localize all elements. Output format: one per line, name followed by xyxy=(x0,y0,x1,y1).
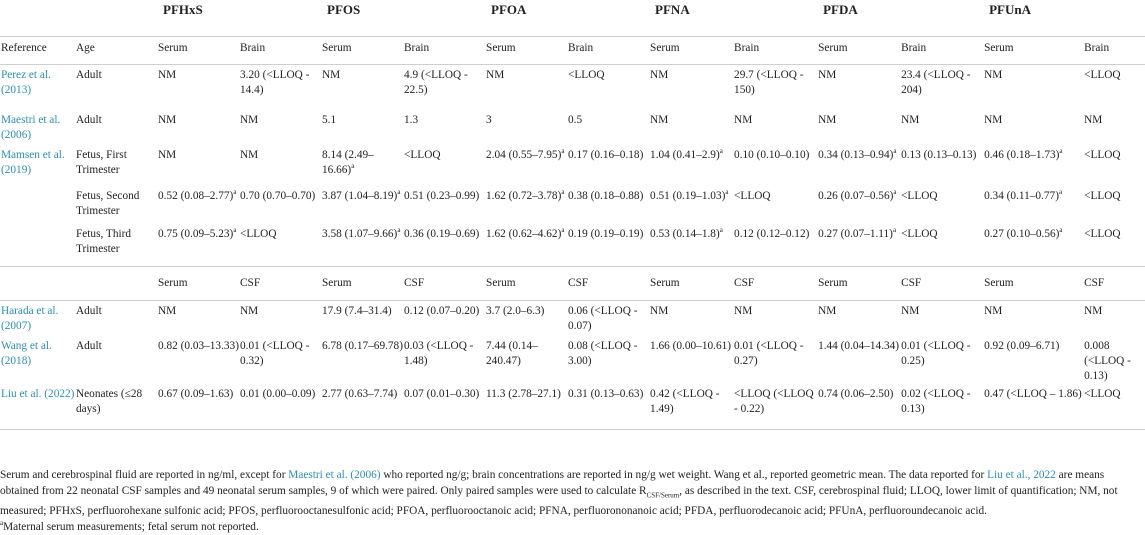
value-cell: 0.03 (<LLOQ - 1.48) xyxy=(404,340,474,367)
value-cell: <LLOQ xyxy=(1083,65,1145,111)
age-column-header: Age xyxy=(75,37,157,65)
value-cell: <LLOQ xyxy=(239,224,321,267)
value-cell: 0.12 (0.12–0.12) xyxy=(733,224,817,267)
age-cell: Neonates (≤28 days) xyxy=(75,384,157,430)
value-cell: NM xyxy=(649,65,733,111)
value-cell: NM xyxy=(983,301,1083,337)
matrix-column-header: Brain xyxy=(403,37,485,65)
value-cell: 7.44 (0.14–240.47) xyxy=(486,340,538,367)
compound-header: PFNA xyxy=(655,2,690,17)
matrix-column-header: Serum xyxy=(650,277,680,289)
value-cell: NM xyxy=(239,301,321,337)
value-cell: 0.34 $(0.13-0.94)^a$ xyxy=(818,147,897,161)
value-cell: <LLOQ xyxy=(404,149,441,161)
table-row xyxy=(0,65,1145,111)
empty-cell xyxy=(0,267,75,301)
maternal-serum-marker: a xyxy=(561,147,565,156)
footnote-text: Serum and cerebrospinal fluid are reported in ng/ml, except for xyxy=(0,469,289,481)
matrix-column-header: Serum xyxy=(486,277,516,289)
value-cell: 2.04 $(0.55-7.95)^a$ xyxy=(486,147,565,161)
citation-link[interactable]: Liu et al., 2022 xyxy=(987,469,1056,481)
matrix-column-header: CSF xyxy=(734,277,755,289)
footnote-paragraph xyxy=(0,467,1140,519)
value-cell: 3.20 (<LLOQ - 14.4) xyxy=(239,65,321,111)
value-cell: NM xyxy=(240,114,259,126)
value-cell: 3.58 $(1.07-9.66)^a$ xyxy=(321,224,403,267)
value-cell: NM xyxy=(1084,114,1103,126)
reference-cell xyxy=(0,186,75,224)
value-cell: 1.04 $(0.41-2.9)^a$ xyxy=(650,147,723,161)
matrix-column-header: Brain xyxy=(900,37,983,65)
value-cell: 0.008 (<LLOQ - 0.13) xyxy=(1084,340,1131,382)
value-cell: 3.87 $(1.04-8.19)^a$ xyxy=(322,188,401,202)
value-cell: 0.17 (0.16–0.18) xyxy=(568,149,644,161)
reference-cell[interactable]: Perez et al. (2013) xyxy=(0,65,75,111)
table-row xyxy=(0,336,1145,384)
value-cell: 0.51 $(0.19-1.03)^a$ xyxy=(650,188,729,202)
age-cell: Fetus, First Trimester xyxy=(76,149,127,176)
value-cell: 23.4 (<LLOQ - 204) xyxy=(900,65,983,111)
value-cell: 11.3 (2.78–27.1) xyxy=(485,384,567,430)
value-cell: 0.75 $(0.09-5.23)^a$ xyxy=(157,224,239,267)
maternal-serum-marker: a xyxy=(719,226,723,235)
value-cell: 0.67 (0.09–1.63) xyxy=(157,384,239,430)
value-cell: 0.07 (0.01–0.30) xyxy=(403,384,485,430)
matrix-column-header: Serum xyxy=(322,277,352,289)
table-row xyxy=(0,186,1145,224)
maternal-serum-marker: a xyxy=(351,162,355,171)
table-row xyxy=(0,145,1145,186)
matrix-column-header: Serum xyxy=(157,37,239,65)
note-text: Maternal serum measurements; fetal serum not reported. xyxy=(3,521,259,534)
value-cell: 0.01 (<LLOQ - 0.32) xyxy=(240,340,310,367)
compound-header: PFOA xyxy=(491,2,527,17)
value-cell: NM xyxy=(983,65,1083,111)
reference-cell[interactable]: Mamsen et al. (2019) xyxy=(1,149,65,176)
value-cell: 0.38 (0.18–0.88) xyxy=(568,190,644,202)
value-cell: 1.44 (0.04–14.34) xyxy=(818,340,900,352)
ratio-subscript: CSF/Serum xyxy=(646,491,680,500)
note-marker: a xyxy=(0,519,4,528)
matrix-column-header: Serum xyxy=(984,277,1014,289)
value-cell: NM xyxy=(984,114,1003,126)
matrix-column-header: CSF xyxy=(404,277,425,289)
value-cell: 0.47 (<LLOQ – 1.86) xyxy=(983,384,1083,430)
maternal-serum-marker: a xyxy=(893,147,897,156)
value-cell: NM xyxy=(240,149,259,161)
value-cell: NM xyxy=(901,114,920,126)
value-cell: 1.62 $(0.62-4.62)^a$ xyxy=(485,224,567,267)
value-cell: 0.74 (0.06–2.50) xyxy=(817,384,900,430)
value-cell: NM xyxy=(485,65,567,111)
value-cell: 6.78 (0.17–69.78) xyxy=(322,340,403,352)
maternal-serum-marker: a xyxy=(719,147,723,156)
value-cell: NM xyxy=(650,114,669,126)
value-cell: 0.52 $(0.08-2.77)^a$ xyxy=(158,188,237,202)
value-cell: 0.02 (<LLOQ - 0.13) xyxy=(900,384,983,430)
age-cell: Adult xyxy=(75,301,157,337)
maternal-serum-marker: a xyxy=(1059,147,1063,156)
value-cell: NM xyxy=(157,301,239,337)
value-cell: <LLOQ xyxy=(734,190,771,202)
matrix-column-header: Brain xyxy=(239,37,321,65)
value-cell: 0.36 (0.19–0.69) xyxy=(403,224,485,267)
value-cell: 3 xyxy=(486,114,492,126)
reference-column-header: Reference xyxy=(0,37,75,65)
citation-link[interactable]: Maestri et al. (2006) xyxy=(288,469,381,481)
value-cell: 0.19 (0.19–0.19) xyxy=(567,224,649,267)
table-row xyxy=(0,224,1145,267)
value-cell: 0.10 (0.10–0.10) xyxy=(734,149,810,161)
reference-cell[interactable]: Maestri et al. (2006) xyxy=(1,114,61,141)
compound-header: PFHxS xyxy=(163,2,203,17)
column-subheader-row xyxy=(0,37,1145,65)
value-cell: NM xyxy=(733,301,817,337)
brain-rows xyxy=(0,65,1145,267)
value-cell: 0.08 (<LLOQ - 3.00) xyxy=(568,340,638,367)
maternal-serum-marker: a xyxy=(233,188,237,197)
maternal-serum-marker: a xyxy=(1059,226,1063,235)
value-cell: <LLOQ (<LLOQ - 0.22) xyxy=(733,384,817,430)
table-row xyxy=(0,384,1145,430)
value-cell: 0.31 (0.13–0.63) xyxy=(567,384,649,430)
value-cell: 0.51 (0.23–0.99) xyxy=(404,190,480,202)
table-row xyxy=(0,110,1145,145)
value-cell: NM xyxy=(900,301,983,337)
matrix-column-header: Brain xyxy=(1083,37,1145,65)
value-cell: 0.01 (<LLOQ - 0.27) xyxy=(734,340,804,367)
table-footnote xyxy=(0,467,1140,535)
value-cell: 1.3 xyxy=(404,114,419,126)
reference-cell[interactable]: Wang et al. (2018) xyxy=(1,340,52,367)
value-cell: NM xyxy=(321,65,403,111)
matrix-column-header: Serum xyxy=(817,37,900,65)
age-cell: Fetus, Second Trimester xyxy=(76,190,140,217)
maternal-serum-marker: a xyxy=(233,226,237,235)
value-cell: 8.14 $(2.49-16.66)^a$ xyxy=(322,149,374,176)
matrix-column-header: Serum xyxy=(158,277,188,289)
reference-cell[interactable]: Liu et al. (2022) xyxy=(0,384,75,430)
compound-header: PFOS xyxy=(327,2,361,17)
value-cell: <LLOQ xyxy=(567,65,649,111)
value-cell: <LLOQ xyxy=(1084,149,1121,161)
matrix-column-header: Serum xyxy=(485,37,567,65)
value-cell: 0.53 $(0.14-1.8)^a$ xyxy=(649,224,733,267)
compound-header-row xyxy=(0,0,1145,37)
value-cell: 0.27 $(0.10-0.56)^a$ xyxy=(983,224,1083,267)
maternal-serum-marker: a xyxy=(892,226,897,235)
value-cell: 0.82 (0.03–13.33) xyxy=(158,340,239,352)
maternal-serum-marker: a xyxy=(397,226,401,235)
value-cell: 0.46 $(0.18-1.73)^a$ xyxy=(984,147,1063,161)
matrix-column-header: Serum xyxy=(818,277,848,289)
matrix-column-header: CSF xyxy=(901,277,922,289)
value-cell: 0.26 $(0.07-0.56)^a$ xyxy=(818,188,897,202)
value-cell: NM xyxy=(157,65,239,111)
matrix-column-header: Serum xyxy=(321,37,403,65)
matrix-column-header: CSF xyxy=(1084,277,1105,289)
value-cell: NM xyxy=(158,114,177,126)
value-cell: 5.1 xyxy=(322,114,337,126)
value-cell: 29.7 (<LLOQ - 150) xyxy=(733,65,817,111)
table-row xyxy=(0,301,1145,337)
age-cell: Fetus, Third Trimester xyxy=(75,224,157,267)
footnote-text: who reported ng/g; brain concentrations are reported in ng/g wet weight. Wang et al., reported geometric mean. The data reported for xyxy=(380,469,988,481)
maternal-serum-marker: a xyxy=(561,188,565,197)
matrix-column-header: Brain xyxy=(567,37,649,65)
csf-subheader-row xyxy=(0,267,1145,301)
value-cell: 0.06 (<LLOQ - 0.07) xyxy=(567,301,649,337)
value-cell: 1.62 $(0.72-3.78)^a$ xyxy=(486,188,565,202)
value-cell: <LLOQ xyxy=(900,224,983,267)
value-cell: 1.66 (0.00–10.61) xyxy=(650,340,732,352)
matrix-column-header: Serum xyxy=(983,37,1083,65)
footnote-note xyxy=(0,519,1140,535)
maternal-serum-marker: a xyxy=(893,188,897,197)
value-cell: 3.7 (2.0–6.3) xyxy=(485,301,567,337)
value-cell: 0.34 $(0.11-0.77)^a$ xyxy=(984,188,1063,202)
age-cell: Adult xyxy=(76,340,102,352)
value-cell: 2.77 (0.63–7.74) xyxy=(321,384,403,430)
value-cell: NM xyxy=(817,65,900,111)
value-cell: 4.9 (<LLOQ - 22.5) xyxy=(403,65,485,111)
value-cell: 17.9 (7.4–31.4) xyxy=(321,301,403,337)
age-cell: Adult xyxy=(76,114,102,126)
value-cell: <LLOQ xyxy=(1083,224,1145,267)
maternal-serum-marker: a xyxy=(725,188,729,197)
empty-cell xyxy=(75,267,157,301)
maternal-serum-marker: a xyxy=(1058,188,1063,197)
value-cell: 0.12 (0.07–0.20) xyxy=(403,301,485,337)
value-cell: NM xyxy=(158,149,177,161)
matrix-column-header: Brain xyxy=(733,37,817,65)
matrix-column-header: Serum xyxy=(649,37,733,65)
value-cell: <LLOQ xyxy=(1083,384,1145,430)
value-cell: 0.70 (0.70–0.70) xyxy=(240,190,316,202)
value-cell: 0.01 (0.00–0.09) xyxy=(239,384,321,430)
value-cell: 0.01 (<LLOQ - 0.25) xyxy=(901,340,971,367)
value-cell: 0.92 (0.09–6.71) xyxy=(984,340,1060,352)
footnote-text: are means obtained from 22 neonatal CSF samples and 49 neonatal serum samples, 9 of which were paired. Only paired samples were used to calculate R xyxy=(0,469,1105,497)
matrix-column-header: CSF xyxy=(240,277,261,289)
value-cell: 0.13 (0.13–0.13) xyxy=(901,149,977,161)
reference-cell[interactable]: Harada et al. (2007) xyxy=(0,301,75,337)
compound-header: PFUnA xyxy=(989,2,1031,17)
value-cell: <LLOQ xyxy=(901,190,938,202)
reference-cell xyxy=(0,224,75,267)
value-cell: <LLOQ xyxy=(1084,190,1121,202)
value-cell: NM xyxy=(818,114,837,126)
age-cell: Adult xyxy=(75,65,157,111)
csf-rows xyxy=(0,301,1145,430)
footnote-text: , as described in the text. CSF, cerebrospinal fluid; LLOQ, lower limit of quantification; NM, not measured; PFHxS, perfluorohexane sulfonic acid; PFOS, perfluorooctanesulfonic acid; PFOA, perfluorooctanoic acid; PFNA, perfluorononanoic acid; PFDA, perfluorodecanoic acid; PFUnA, perfluoroundecanoic acid. xyxy=(0,485,1118,518)
compound-header: PFDA xyxy=(823,2,858,17)
maternal-serum-marker: a xyxy=(561,226,565,235)
value-cell: NM xyxy=(817,301,900,337)
value-cell: 0.27 $(0.07-1.11)^a$ xyxy=(817,224,900,267)
value-cell: 0.5 xyxy=(568,114,583,126)
value-cell: 0.42 (<LLOQ - 1.49) xyxy=(649,384,733,430)
value-cell: NM xyxy=(649,301,733,337)
maternal-serum-marker: a xyxy=(397,188,401,197)
value-cell: NM xyxy=(1083,301,1145,337)
matrix-column-header: CSF xyxy=(568,277,589,289)
value-cell: NM xyxy=(734,114,753,126)
